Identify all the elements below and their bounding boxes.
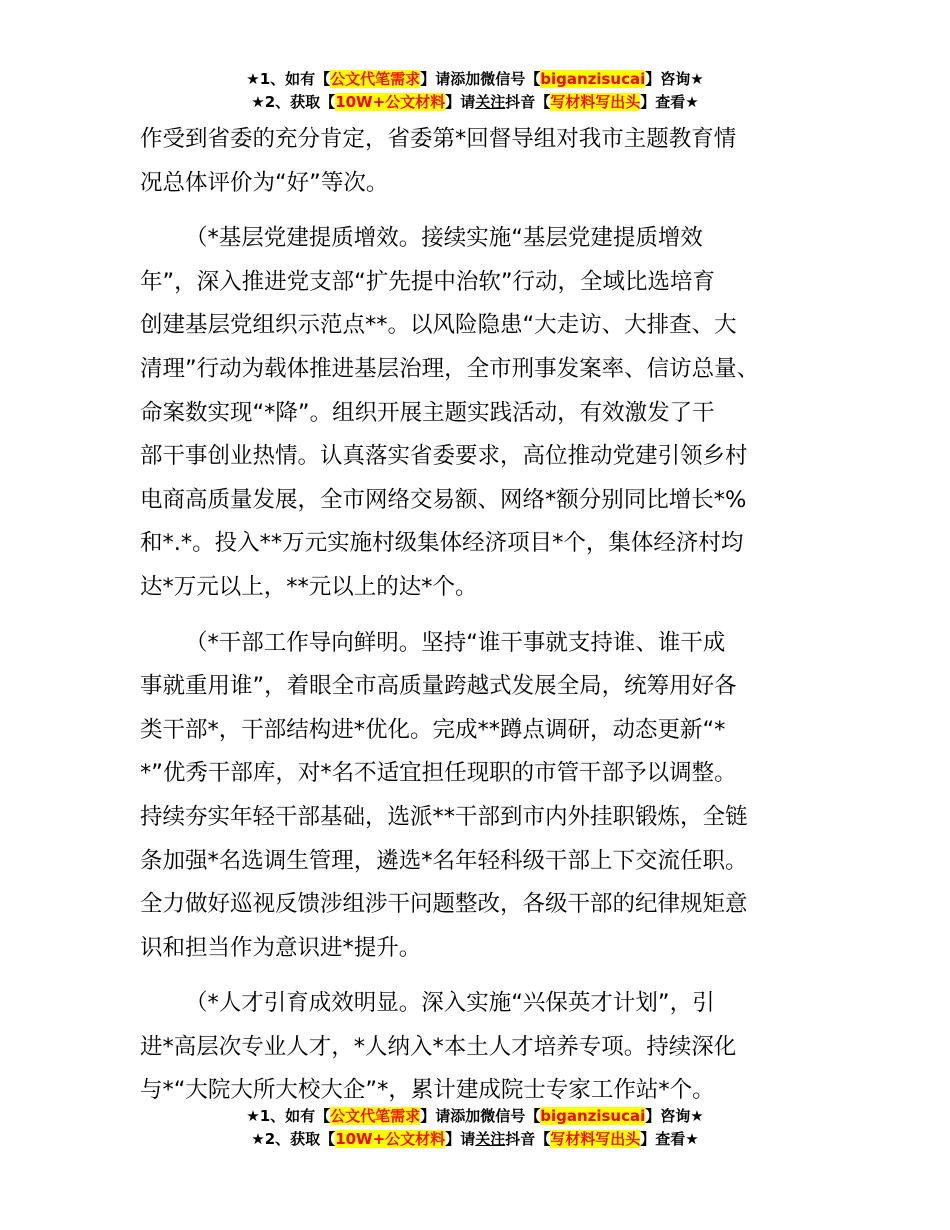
underlined-follow: 关注: [475, 93, 506, 111]
text-line: 清理”行动为载体推进基层治理，全市刑事发案率、信访总量、: [140, 355, 760, 382]
footer-banner: [0, 1105, 950, 1151]
banner-text: ★2、获取【: [251, 1130, 336, 1148]
text-line: *”优秀干部库，对*名不适宜担任现职的市管干部予以调整。: [140, 760, 737, 787]
highlight-douyin-account: 写材料写出头: [550, 93, 641, 111]
text-line: 进*高层次专业人才，*人纳入*本土人才培养专项。持续深化: [140, 1033, 737, 1060]
text-line: 年”，深入推进党支部“扩先提中治软”行动，全域比选培育: [140, 268, 715, 295]
text-line: 部干事创业热情。认真落实省委要求，高位推动党建引领乡村: [140, 443, 748, 470]
banner-text: 】请添加微信号【: [420, 70, 541, 88]
banner-text: ★1、如有【: [246, 1107, 331, 1125]
text-line: 况总体评价为“好”等次。: [140, 169, 389, 196]
paragraph-cadre-work: [140, 622, 820, 971]
highlight-materials: 10W+公文材料: [335, 93, 446, 111]
banner-text: ★2、获取【: [251, 93, 336, 111]
paragraph-talent: [140, 982, 820, 1113]
banner-line-1: [0, 1105, 950, 1128]
highlight-douyin-account: 写材料写出头: [550, 1130, 641, 1148]
paragraph: [140, 118, 820, 205]
banner-text: 】请: [445, 93, 476, 111]
text-line: 事就重用谁”，着眼全市高质量跨越式发展全局，统筹用好各: [140, 673, 737, 700]
text-line: （*人才引育成效明显。深入实施“兴保英才计划”，引: [185, 990, 715, 1017]
text-line: 类干部*，干部结构进*优化。完成**蹲点调研，动态更新“*: [140, 716, 726, 743]
highlight-materials: 10W+公文材料: [335, 1130, 446, 1148]
banner-line-1: [0, 68, 950, 91]
text-line: 命案数实现“*降”。组织开展主题实践活动，有效激发了干: [140, 399, 715, 426]
text-line: 与*“大院大所大校大企”*，累计建成院士专家工作站*个。: [140, 1077, 715, 1104]
text-line: 条加强*名选调生管理，遴选*名年轻科级干部上下交流任职。: [140, 847, 748, 874]
text-line: 持续夯实年轻干部基础，选派**干部到市内外挂职锻炼，全链: [140, 803, 748, 830]
banner-text: 】查看★: [640, 1130, 699, 1148]
highlight-wechat-id: biganzisucai: [540, 70, 646, 88]
banner-text: 】查看★: [640, 93, 699, 111]
banner-text: 】咨询★: [645, 70, 704, 88]
text-line: 创建基层党组织示范点**。以风险隐患“大走访、大排查、大: [140, 312, 737, 339]
text-line: 识和担当作为意识进*提升。: [140, 934, 422, 961]
highlight-wechat-id: biganzisucai: [540, 1107, 646, 1125]
highlight-service: 公文代笔需求: [330, 70, 421, 88]
highlight-service: 公文代笔需求: [330, 1107, 421, 1125]
header-banner: [0, 68, 950, 114]
text-line: 和*.*。投入**万元实施村级集体经济项目*个，集体经济村均: [140, 530, 744, 557]
banner-text: 】请添加微信号【: [420, 1107, 541, 1125]
document-body: [140, 118, 820, 1113]
banner-text: 】咨询★: [645, 1107, 704, 1125]
underlined-follow: 关注: [475, 1130, 506, 1148]
banner-line-2: [0, 91, 950, 114]
text-line: 作受到省委的充分肯定，省委第*回督导组对我市主题教育情: [140, 126, 737, 152]
text-line: （*干部工作导向鲜明。坚持“谁干事就支持谁、谁干成: [185, 629, 726, 656]
text-line: 达*万元以上，**元以上的达*个。: [140, 573, 478, 600]
banner-text: 抖音【: [505, 93, 551, 111]
banner-text: ★1、如有【: [246, 70, 331, 88]
banner-text: 】请: [445, 1130, 476, 1148]
text-line: （*基层党建提质增效。接续实施“基层党建提质增效: [185, 225, 703, 252]
paragraph-grassroots-party: [140, 217, 820, 609]
text-line: 电商高质量发展，全市网络交易额、网络*额分别同比增长*%: [140, 486, 747, 513]
text-line: 全力做好巡视反馈涉组涉干问题整改，各级干部的纪律规矩意: [140, 891, 748, 918]
banner-line-2: [0, 1128, 950, 1151]
banner-text: 抖音【: [505, 1130, 551, 1148]
